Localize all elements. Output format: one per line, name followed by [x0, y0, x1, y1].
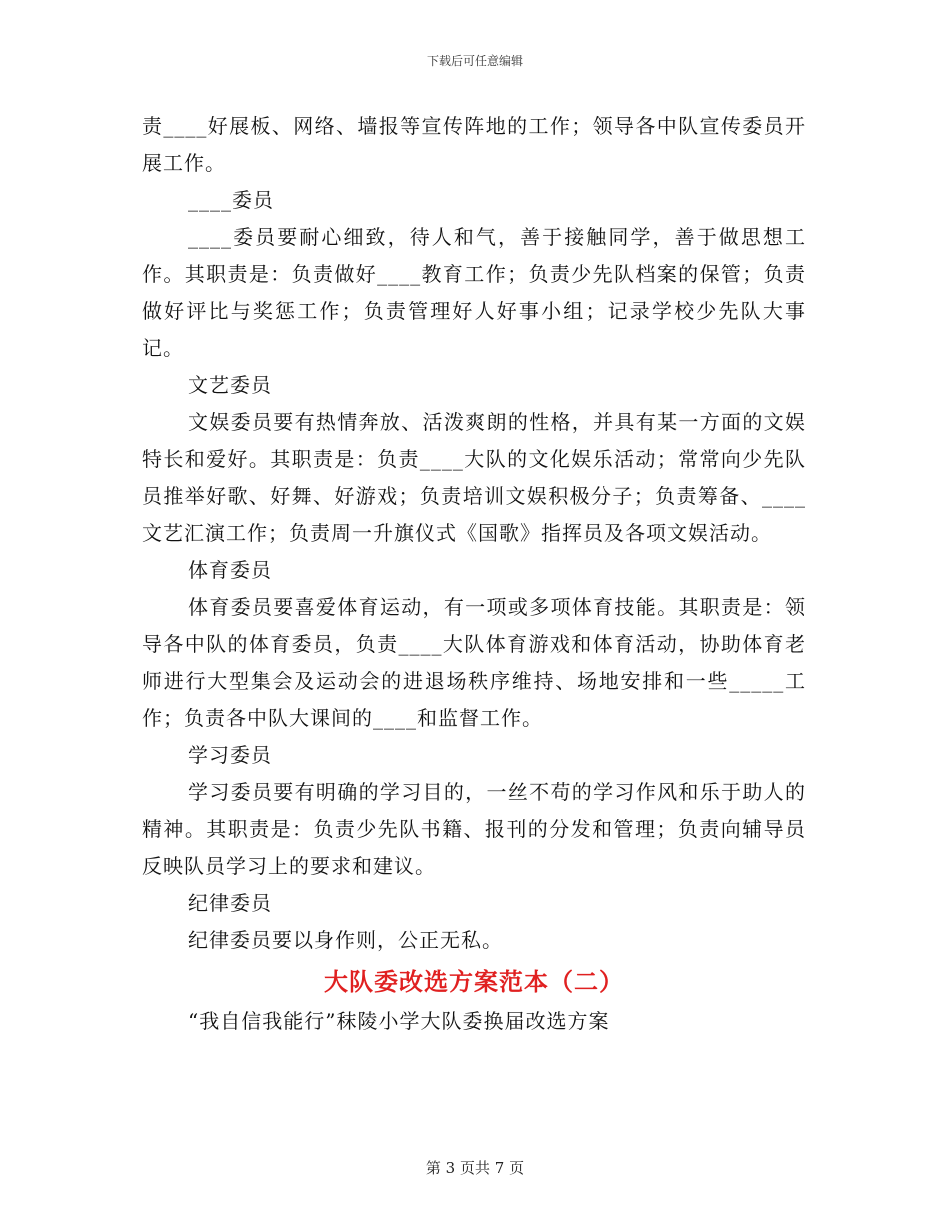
page-header-note: 下载后可任意编辑 [426, 54, 523, 68]
document-body [142, 108, 806, 1040]
paragraph-study-member-duties: 学习委员要有明确的学习目的，一丝不苟的学习作风和乐于助人的精神。其职责是：负责少先队书籍、报刊的分发和管理；负责向辅导员反映队员学习上的要求和建议。 [142, 780, 806, 878]
role-title-blank-member: ____委员 [188, 188, 274, 212]
role-title-sports-member: 体育委员 [188, 558, 272, 582]
page-number-footer: 第 3 页共 7 页 [425, 1159, 525, 1177]
role-title-discipline-member: 纪律委员 [188, 891, 272, 915]
paragraph-propaganda-duties-end: 责____好展板、网络、墙报等宣传阵地的工作；领导各中队宣传委员开展工作。 [142, 114, 806, 175]
section-subtitle: “我自信我能行”秣陵小学大队委换届改选方案 [188, 1009, 610, 1033]
section-heading: 大队委改选方案范本（二） [324, 967, 624, 996]
paragraph-blank-member-duties: ____委员要耐心细致，待人和气，善于接触同学，善于做思想工作。其职责是：负责做好____教育工作；负责少先队档案的保管；负责做好评比与奖惩工作；负责管理好人好事小组；记录学校少先队大事记。 [142, 225, 806, 360]
paragraph-sports-member-duties: 体育委员要喜爱体育运动，有一项或多项体育技能。其职责是：领导各中队的体育委员，负责____大队体育游戏和体育活动，协助体育老师进行大型集会及运动会的进退场秩序维持、场地安排和一些_____工作；负责各中队大课间的____和监督工作。 [142, 595, 806, 730]
role-title-study-member: 学习委员 [188, 743, 272, 767]
role-title-arts-member: 文艺委员 [188, 373, 272, 397]
paragraph-arts-member-duties: 文娱委员要有热情奔放、活泼爽朗的性格，并具有某一方面的文娱特长和爱好。其职责是：负责____大队的文化娱乐活动；常常向少先队员推举好歌、好舞、好游戏；负责培训文娱积极分子；负责筹备、____文艺汇演工作；负责周一升旗仪式《国歌》指挥员及各项文娱活动。 [142, 410, 806, 545]
paragraph-discipline-member-duties: 纪律委员要以身作则，公正无私。 [188, 928, 503, 952]
